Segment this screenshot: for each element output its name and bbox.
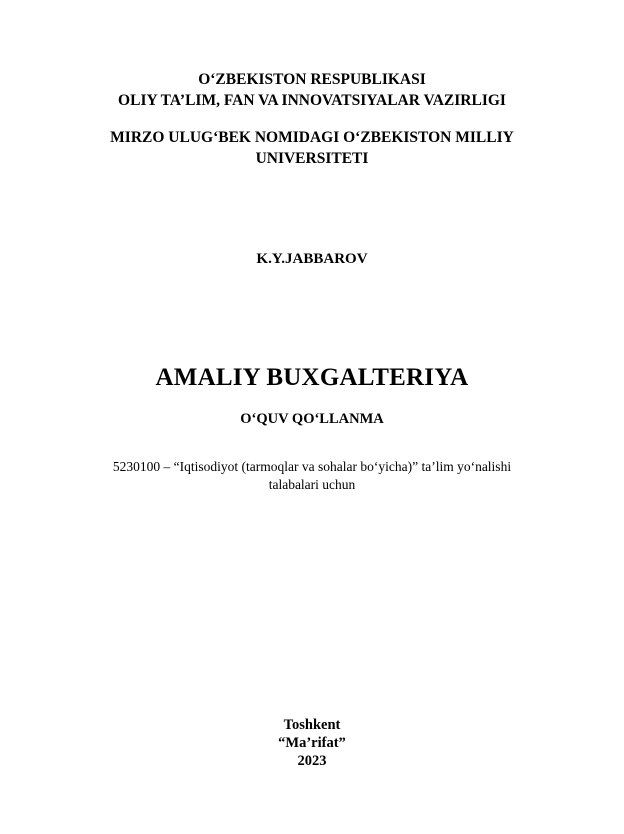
book-title: AMALIY BUXGALTERIYA (155, 364, 469, 391)
university-heading-line1: MIRZO ULUG‘BEK NOMIDAGI O‘ZBEKISTON MILLIY (110, 129, 514, 146)
republic-heading: O‘ZBEKISTON RESPUBLIKASI (198, 71, 426, 88)
description-line2: talabalari uchun (268, 477, 356, 492)
author-name: K.Y.JABBAROV (256, 251, 368, 267)
description-line1: 5230100 – “Iqtisodiyot (tarmoqlar va sohalar bo‘yicha)” ta’lim yo‘nalishi (112, 459, 512, 474)
university-heading-line2: UNIVERSITETI (255, 150, 369, 167)
ministry-heading: OLIY TA’LIM, FAN VA INNOVATSIYALAR VAZIRLIGI (118, 92, 506, 109)
imprint-year: 2023 (297, 753, 327, 769)
book-subtitle: O‘QUV QO‘LLANMA (240, 411, 384, 427)
imprint-publisher: “Ma’rifat” (278, 735, 346, 751)
imprint-city: Toshkent (283, 717, 341, 733)
